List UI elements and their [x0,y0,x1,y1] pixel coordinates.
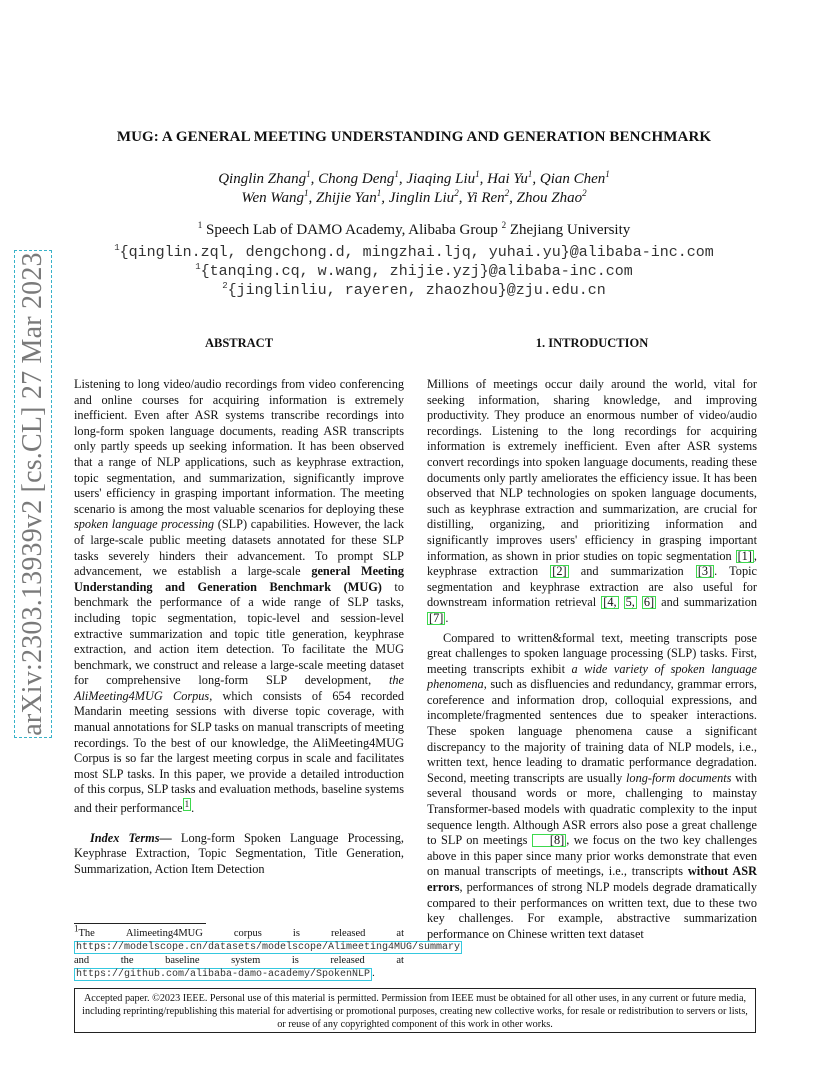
author-affil-mark: 1 [306,169,311,179]
intro-text: , keyphrase extraction [427,548,757,579]
index-terms [74,831,404,878]
arxiv-identifier[interactable]: arXiv:2303.13939v2 [cs.CL] 27 Mar 2023 [17,252,48,736]
intro-text: , we focus on the two key challenges above in this paper since many prior works demonstrate that even on manual transcripts of meetings, i.e., transcripts [427,833,758,879]
intro-text: with several thousand words or more, challenging to mainstay Transformer-based models with quadratic complexity to the input sequence length. Although ASR errors also pose a great challenge to SLP on meetings [427,770,758,848]
affiliation-org-2: Zhejiang University [509,222,631,238]
intro-emphasis: a wide variety of spoken language phenomena [427,661,757,692]
author-name: Chong Deng [318,171,395,187]
footnote-word: baseline [165,955,200,966]
footnote-line-3 [74,954,404,967]
affil-mark: 2 [222,281,228,291]
intro-text: and summarization [568,564,696,579]
footnote-link[interactable]: 1 [184,799,190,810]
author-line-2: Wen Wang$^1$, Zhijie Yan$^1$, Jinglin Liu$^2$, Yi Ren$^2$, Zhou Zhao$^2$ [241,188,587,206]
footnote-line-4: https://github.com/alibaba-damo-academy/SpokenNLP . [76,968,375,980]
author-name: Zhijie Yan [316,190,377,206]
footnote-word: released [330,928,366,939]
author-line-1: Qinglin Zhang$^1$, Chong Deng$^1$, Jiaqing Liu$^1$, Hai Yu$^1$, Qian Chen$^1$ [218,169,610,187]
email-line-2 [0,263,828,280]
footnote-rule [74,923,206,924]
author-affil-mark: 1 [394,169,399,179]
footnote-mark: 1 [74,923,79,934]
email-line-1 [0,244,828,261]
copyright-notice: Accepted paper. ©2023 IEEE. Personal use of this material is permitted. Permission from IEEE must be obtained for all other uses, in any current or future media, including reprinting/republishing this material for advertising or promotional purposes, creating new collective works, for resale or redistribution to servers or lists, or reuse of any copyrighted component of this work in other works. [74,988,756,1033]
email-text: {tanqing.cq, w.wang, zhijie.yzj}@alibaba-inc.com [200,263,633,280]
email-line-3 [0,282,828,299]
citation-link[interactable]: 5, [625,595,635,610]
author-affil-mark: 1 [376,188,382,198]
intro-text: Millions of meetings occur daily around the world, vital for seeking information, sharing knowledge, and improving productivity. They produce an enormous number of video/audio recordings. Listening to the long recordings for acquiring information is extremely inefficient. Even after ASR systems convert recordings into spoken language documents, reading these documents only partly ameliorates the efficiency issue. It has been observed that NLP technologies on spoken language documents, such as keyphrase extraction and summarization, are crucial for distilling, organizing, and prioritizing information and significantly improves users' efficiency in grasping important information, as shown in prior studies on topic segmentation [427,377,757,563]
intro-text: , performances of strong NLP models degrade dramatically compared to their performances on written text, due to these two key challenges. For example, abstractive summarization performance on Chinese written text dataset [427,880,757,941]
footnote-word: is [292,928,300,939]
citation-link[interactable]: 6] [643,595,655,610]
footnote-word: the [120,955,134,966]
author-affil-mark: 2 [504,188,510,198]
author-name: Jiaqing Liu [406,171,476,187]
intro-bold: without ASR errors [427,864,757,894]
abstract-text: . [191,801,195,816]
footnote-word: Alimeeting4MUG [125,928,203,939]
intro-text: , such as disfluencies and redundancy, grammar errors, coreference and information drop, colloquial expressions, and incomplete/fragmented sentences due to speaker interactions. These spoken language phenomena cause a significant discrepancy to the majority of training data of NLP models, i.e., written text, hence leading to dramatic performance degradation. Second, meeting transcripts are usually [427,677,757,785]
citation-link[interactable]: [3] [697,564,713,579]
affiliation-org-1: Speech Lab of DAMO Academy, Alibaba Group [205,222,498,238]
author-affil-mark: 1 [304,188,309,198]
citation-link[interactable]: [2] [552,564,567,579]
author-name: Yi Ren [466,190,505,206]
introduction-heading: 1. INTRODUCTION [535,336,649,350]
abstract-text: to benchmark the performance of a wide range of SLP tasks, including topic segmentation, topic-level and session-level extractive summarization and topic title generation, keyphrase extraction, and action item detection. To facilitate the MUG benchmark, we construct and release a large-scale meeting dataset for comprehensive long-form SLP development, [74,579,404,688]
author-name: Hai Yu [487,171,528,187]
affil-mark: 1 [197,220,203,230]
footnote-word: at [396,928,404,939]
author-name: Jinglin Liu [388,190,455,206]
footnote-word: system [231,955,261,966]
index-terms-text: Long-form Spoken Language Processing, Keyphrase Extraction, Topic Segmentation, Title Generation, Summarization, Action Item Detection [74,830,405,876]
author-name: Wen Wang [241,190,305,206]
abstract-text: , which consists of 654 recorded Mandarin meeting sessions with diverse topic coverage, with manual annotations for SLP tasks on manual transcripts of meeting recordings. To the best of our knowledge, the AliMeeting4MUG Corpus is so far the largest meeting corpus in scale and facilitates most SLP tasks. In this paper, we provide a detailed introduction of this corpus, SLP tasks and evaluation methods, baseline systems and their performance [74,688,404,816]
abstract-heading: ABSTRACT [204,336,274,350]
author-affil-mark: 1 [475,169,480,179]
intro-text: Compared to written&formal text, meeting transcripts pose great challenges to spoken language processing (SLP) tasks. First, meeting transcripts exhibit [427,630,757,676]
right-column [427,336,757,942]
citation-link[interactable]: [7] [429,610,444,625]
github-url-link[interactable]: https://github.com/alibaba-damo-academy/SpokenNLP [76,969,371,980]
author-name: Zhou Zhao [516,190,583,206]
footnote-word: $^1$The [74,923,95,939]
dataset-url-link[interactable]: https://modelscope.cn/datasets/modelscope/Alimeeting4MUG/summary [76,942,461,953]
footnote-line-1 [74,923,404,940]
affiliations [0,222,828,239]
footnote-word: and [74,955,90,966]
footnote-word: released [330,955,365,966]
index-terms-label: Index Terms— [90,830,172,845]
author-affil-mark: 2 [454,188,459,198]
author-name: Qian Chen [539,171,606,187]
affil-mark: 2 [501,220,507,230]
citation-link[interactable]: [8] [532,834,566,847]
intro-text: and summarization [656,595,758,610]
affil-mark: 1 [114,243,120,253]
affil-mark: 1 [195,262,201,272]
intro-paragraph-2 [427,631,757,943]
footnote-word: at [396,955,404,966]
abstract-text: Listening to long video/audio recordings from video conferencing and online courses for acquiring information is extremely inefficient. Even after ASR systems transcribe recordings into long-form spoken language documents, reading ASR transcripts only partly speeds up seeking information. It has been observed that a range of NLP applications, such as keyphrase extraction, topic segmentation, and summarization, significantly improve users' efficiency in grasping important information. The meeting scenario is among the most valuable scenarios for deploying these [74,377,404,516]
author-affil-mark: 1 [527,169,533,179]
abstract-paragraph [74,377,404,817]
abstract-emphasis: the AliMeeting4MUG Corpus [74,673,404,703]
author-affil-mark: 2 [582,188,587,198]
footnote [74,923,461,981]
author-affil-mark: 1 [605,169,610,179]
email-text: {qinglin.zql, dengchong.d, mingzhai.ljq, yuhai.yu}@alibaba-inc.com [119,244,714,261]
paper-title: MUG: A GENERAL MEETING UNDERSTANDING AND GENERATION BENCHMARK [116,129,712,145]
email-text: {jinglinliu, rayeren, zhaozhou}@zju.edu.cn [227,282,606,299]
abstract-emphasis: spoken language processing [74,517,215,532]
citation-link[interactable]: [1] [737,548,752,563]
abstract-bold: general Meeting Understanding and Generation Benchmark (MUG) [74,564,404,594]
intro-emphasis: long-form documents [626,770,732,785]
citation-link[interactable]: [4, [603,595,617,610]
intro-text: . Topic segmentation and keyphrase extraction are also useful for downstream information retrieval [427,564,757,610]
abstract-text: (SLP) capabilities. However, the lack of large-scale public meeting datasets annotated for these SLP tasks severely hinders their advancement. To prompt SLP advancement, we establish a large-scale [74,517,404,579]
footnote-word: corpus [233,928,262,939]
left-column [74,336,404,878]
intro-paragraph-1 [427,377,757,627]
author-list [0,170,828,208]
footnote-word: is [291,955,299,966]
intro-text: . [445,610,449,625]
author-name: Qinglin Zhang [218,171,307,187]
footnote-line-2 [74,940,461,954]
